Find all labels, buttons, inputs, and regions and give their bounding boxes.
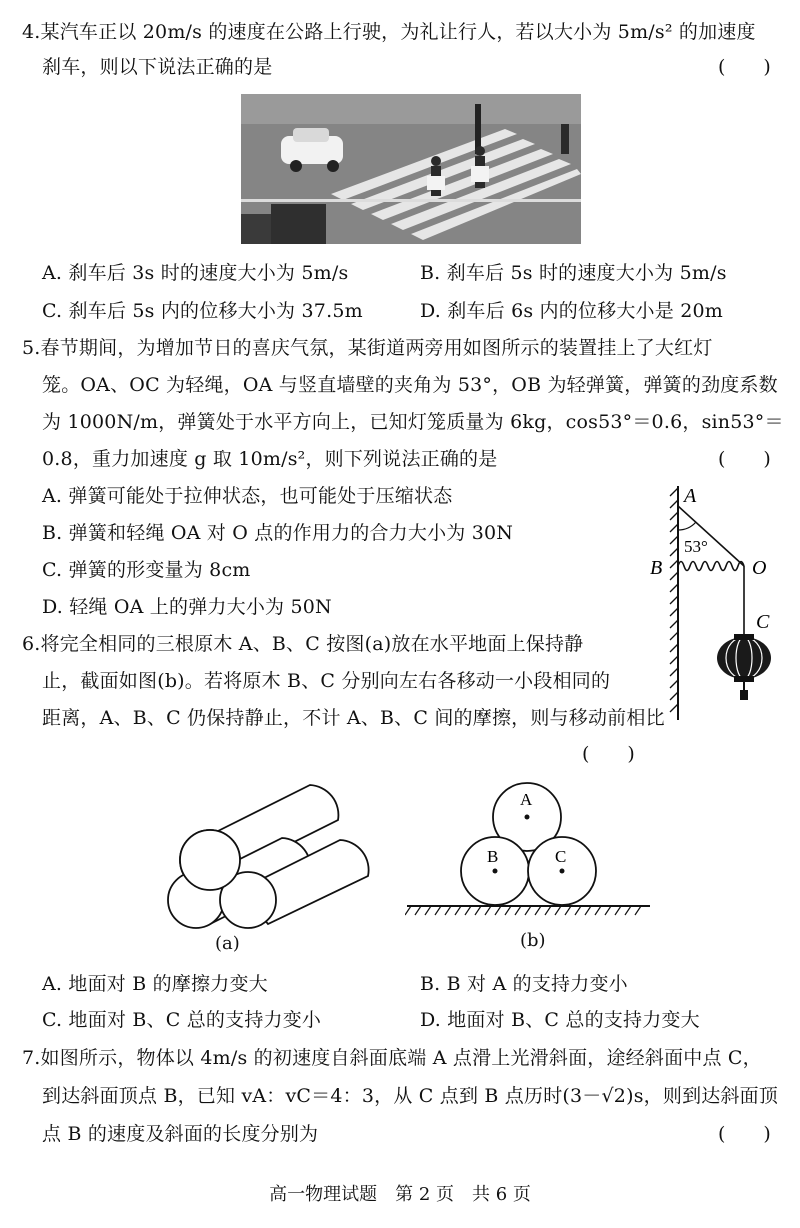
label-angle: 53° (684, 537, 708, 556)
circle-label-b: B (487, 847, 499, 866)
lantern-spring-diagram (640, 478, 790, 723)
label-c: C (756, 611, 770, 633)
caption-a: (a) (215, 933, 240, 954)
q6-option-b: B. B 对 A 的支持力变小 (420, 973, 628, 995)
label-o: O (752, 557, 767, 579)
q6-option-a: A. 地面对 B 的摩擦力变大 (42, 973, 268, 995)
logs-cross-section-figure-b (405, 775, 655, 925)
q6-option-d: D. 地面对 B、C 总的支持力变大 (420, 1009, 700, 1031)
q5-answer-paren: ( ) (718, 448, 771, 470)
q6-answer-paren: ( ) (582, 743, 635, 765)
caption-b: (b) (520, 930, 546, 951)
q4-option-d: D. 刹车后 6s 内的位移大小是 20m (420, 300, 723, 322)
q4-answer-paren: ( ) (718, 56, 771, 78)
logs-stack-figure-a (160, 770, 380, 940)
q5-option-a: A. 弹簧可能处于拉伸状态，也可能处于压缩状态 (42, 485, 453, 507)
q5-line-4: 0.8，重力加速度 g 取 10m/s²，则下列说法正确的是 (42, 448, 498, 470)
q4-option-b: B. 刹车后 5s 时的速度大小为 5m/s (420, 262, 727, 284)
label-b: B (650, 557, 663, 579)
page-footer: 高一物理试题 第 2 页 共 6 页 (269, 1184, 531, 1205)
q5-line-1: 5.春节期间，为增加节日的喜庆气氛，某街道两旁用如图所示的装置挂上了大红灯 (22, 337, 713, 359)
q7-line-2: 到达斜面顶点 B，已知 vA：vC＝4：3，从 C 点到 B 点历时(3－√2)s，则到达斜面顶 (42, 1085, 779, 1107)
q6-line-2: 止，截面如图(b)。若将原木 B、C 分别向左右各移动一小段相同的 (42, 670, 611, 692)
q4-line-1: 4.某汽车正以 20m/s 的速度在公路上行驶，为礼让行人，若以大小为 5m/s² 的加速度 (22, 21, 756, 43)
circle-label-a: A (520, 790, 533, 809)
label-a: A (684, 485, 697, 507)
q4-option-a: A. 刹车后 3s 时的速度大小为 5m/s (42, 262, 349, 284)
q4-option-c: C. 刹车后 5s 内的位移大小为 37.5m (42, 300, 363, 322)
q7-answer-paren: ( ) (718, 1123, 771, 1145)
q5-option-b: B. 弹簧和轻绳 OA 对 O 点的作用力的合力大小为 30N (42, 522, 514, 544)
q7-line-3: 点 B 的速度及斜面的长度分别为 (42, 1123, 319, 1145)
q5-line-3: 为 1000N/m，弹簧处于水平方向上，已知灯笼质量为 6kg，cos53°＝0.6，sin53°＝ (42, 411, 784, 433)
street-crossing-photo (241, 94, 581, 244)
q7-line-1: 7.如图所示，物体以 4m/s 的初速度自斜面底端 A 点滑上光滑斜面，途经斜面中点 C， (22, 1047, 762, 1069)
q4-line-2: 刹车，则以下说法正确的是 (42, 56, 273, 78)
q6-option-c: C. 地面对 B、C 总的支持力变小 (42, 1009, 322, 1031)
q5-line-2: 笼。OA、OC 为轻绳，OA 与竖直墙壁的夹角为 53°，OB 为轻弹簧，弹簧的劲度系数 (42, 374, 778, 396)
q6-line-3: 距离，A、B、C 仍保持静止，不计 A、B、C 间的摩擦，则与移动前相比 (42, 707, 665, 729)
photo-illustration (241, 94, 581, 244)
q5-option-c: C. 弹簧的形变量为 8cm (42, 559, 251, 581)
circle-label-c: C (555, 847, 567, 866)
q5-option-d: D. 轻绳 OA 上的弹力大小为 50N (42, 596, 332, 618)
q6-line-1: 6.将完全相同的三根原木 A、B、C 按图(a)放在水平地面上保持静 (22, 633, 584, 655)
